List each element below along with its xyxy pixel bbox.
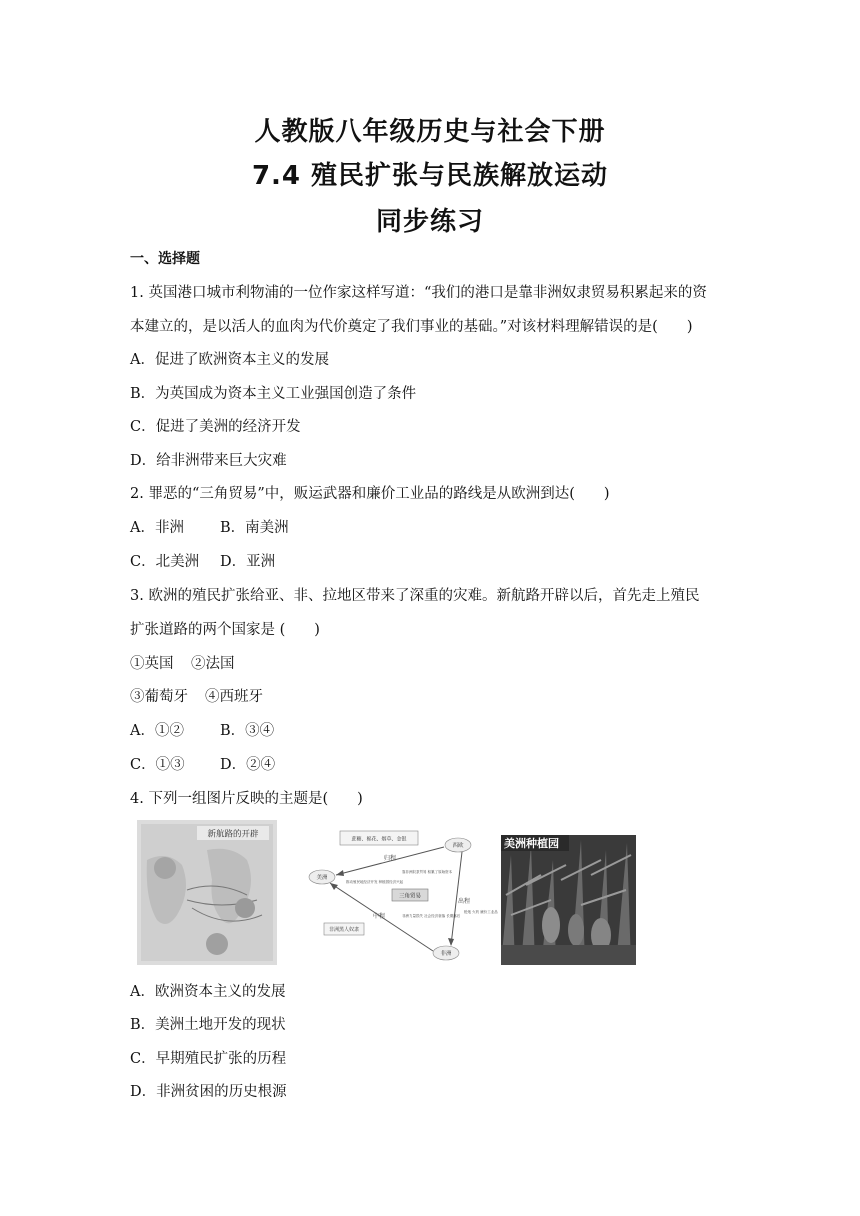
question-1-stem-line1: 1. 英国港口城市利物浦的一位作家这样写道：“我们的港口是靠非洲奴隶贸易积累起来的资 [130, 285, 707, 301]
question-1-option-b: B．为英国成为资本主义工业强国创造了条件 [130, 386, 417, 402]
question-4-stem: 4. 下列一组图片反映的主题是( ) [130, 791, 363, 807]
question-3-item-2: ②法国 [191, 656, 235, 672]
plantation-image [501, 835, 636, 965]
question-1-option-a: A．促进了欧洲资本主义的发展 [130, 352, 329, 368]
map-title: 新航路的开辟 [207, 829, 259, 840]
map-image [137, 820, 277, 965]
new-sea-routes-map [137, 820, 277, 965]
question-4-option-d: D．非洲贫困的历史根源 [130, 1084, 287, 1100]
diagram-box-bottom: 非洲黑人奴隶 [328, 927, 360, 933]
section-heading: 一、选择题 [130, 251, 200, 267]
diagram-label-middle: 中程 [373, 913, 386, 920]
diagram-note-left: 推动殖民地经济开发 种植园经济兴起 [346, 880, 404, 884]
question-3-item-1: ①英国 [130, 656, 174, 672]
diagram-label-out: 出程 [458, 898, 471, 905]
question-3-stem-line2: 扩张道路的两个国家是 ( ) [130, 622, 320, 638]
question-3-stem-line1: 3. 欧洲的殖民扩张给亚、非、拉地区带来了深重的灾难。新航路开辟以后，首先走上殖民 [130, 588, 700, 604]
question-3-option-a: A．①② [130, 723, 184, 739]
question-1-option-c: C．促进了美洲的经济开发 [130, 419, 301, 435]
diagram-center: 三角贸易 [398, 893, 422, 900]
lesson-title: 7.4 殖民扩张与民族解放运动 [251, 161, 609, 191]
diagram-node-europe: 西欧 [452, 843, 464, 849]
question-3-item-4: ④西班牙 [205, 689, 263, 705]
diagram-note-right: 枪炮 火药 廉价工业品 [464, 910, 498, 914]
question-1-stem-line2: 本建立的，是以活人的血肉为代价奠定了我们事业的基础。”对该材料理解错误的是( ) [130, 319, 693, 335]
photo-caption: 美洲种植园 [504, 837, 559, 850]
question-2-option-d: D．亚洲 [220, 554, 276, 570]
triangular-trade-diagram [306, 825, 498, 965]
question-3-option-c: C．①③ [130, 757, 185, 773]
diagram-node-africa: 非洲 [440, 951, 452, 957]
question-1-option-d: D．给非洲带来巨大灾难 [130, 453, 287, 469]
question-3-option-b: B．③④ [220, 723, 275, 739]
diagram-label-return: 归程 [384, 855, 397, 862]
question-2-option-b: B．南美洲 [220, 520, 289, 536]
question-4-option-a: A．欧洲资本主义的发展 [130, 984, 286, 1000]
diagram-image [306, 825, 498, 965]
question-4-option-b: B．美洲土地开发的现状 [130, 1017, 286, 1033]
question-2-stem: 2. 罪恶的“三角贸易”中，贩运武器和廉价工业品的路线是从欧洲到达( ) [130, 486, 610, 502]
plantation-photo [501, 835, 636, 965]
question-2-option-c: C．北美洲 [130, 554, 200, 570]
question-3-option-d: D．②④ [220, 757, 276, 773]
question-4-option-c: C．早期殖民扩张的历程 [130, 1051, 287, 1067]
diagram-node-america: 美洲 [316, 875, 328, 881]
diagram-note-center1: 靠非洲奴隶贸易 积累了原始资本 [402, 870, 453, 874]
document-title: 人教版八年级历史与社会下册 [254, 117, 606, 147]
question-2-option-a: A．非洲 [130, 520, 184, 536]
exercise-title: 同步练习 [375, 207, 484, 237]
diagram-box-top: 蔗糖、棉花、烟草、金银 [351, 836, 407, 843]
question-3-item-3: ③葡萄牙 [130, 689, 188, 705]
diagram-note-center2: 非洲力量损失 社会经济衰落 长期落后 [402, 914, 461, 918]
